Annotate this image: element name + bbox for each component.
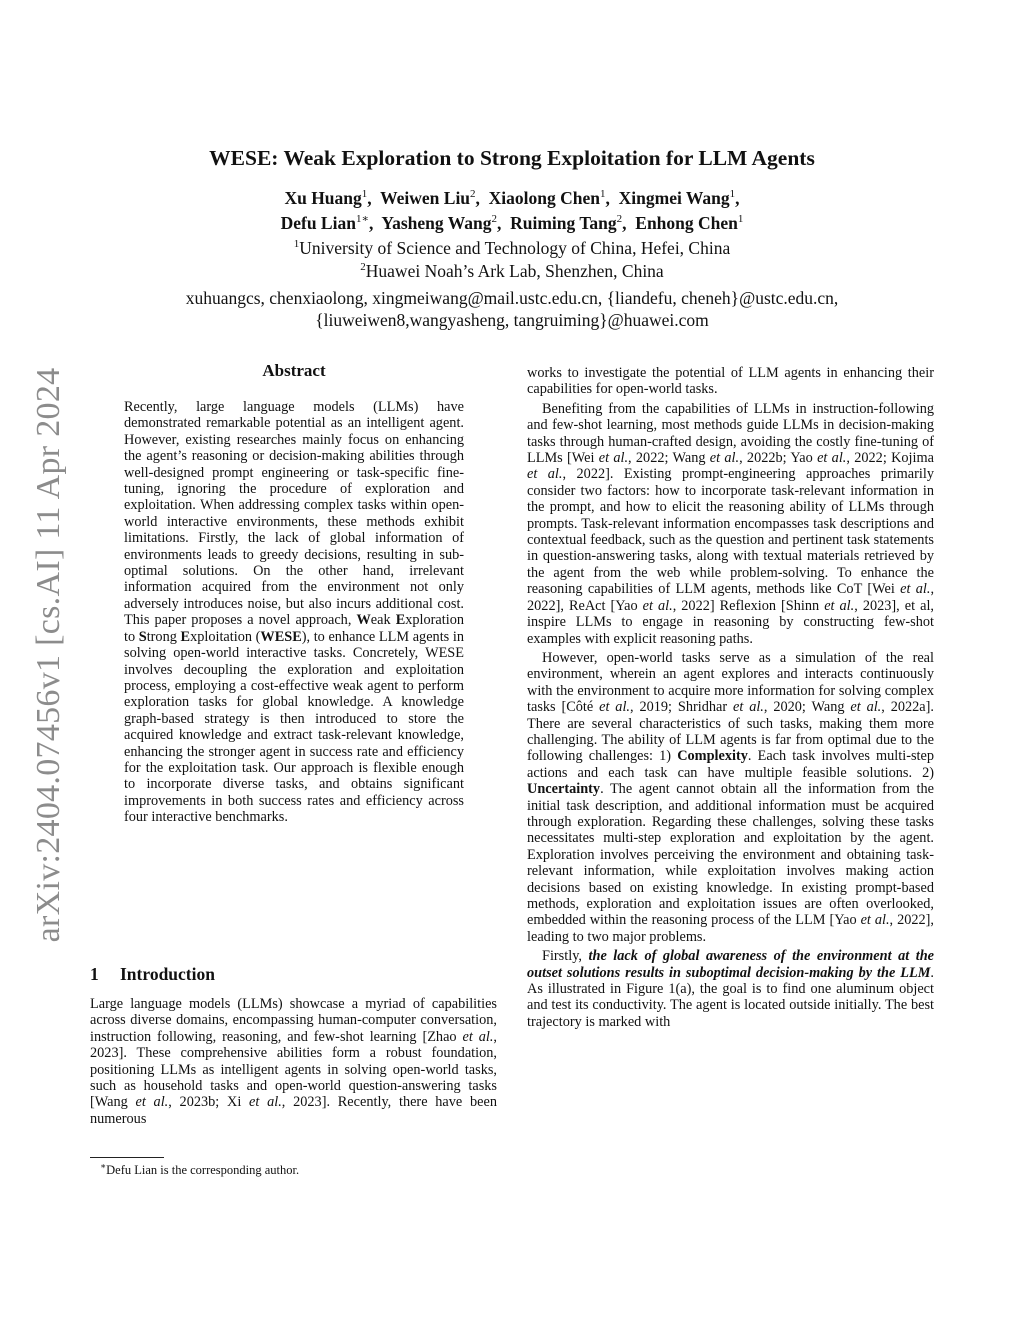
- paragraph: However, open-world tasks serve as a simulation of the real environment, wherein an agent explores and interacts continuously with the environment to acquire more information for solving complex tasks [Côté et al., 2019; Shridhar et al., 2020; Wang et al., 2022a]. There are several characteristics of such tasks, making them more challenging. The ability of LLM agents is far from optimal due to the following challenges: 1) Complexity. Each task involves multi-step actions and each task can have multiple feasible solutions. 2) Uncertainty. The agent cannot obtain all the information from the initial task description, and additional information must be acquired through exploration. Regarding these challenges, solving these tasks necessitates multi-step exploration and exploitation by the agent. Exploration involves perceiving the environment and obtaining task-relevant information, while exploitation involves making action decisions based on existing knowledge. In existing prompt-based methods, exploration and exploitation issues are often overlooked, embedded within the reasoning process of the LLM [Yao et al., 2022], leading to two major problems.: [527, 649, 935, 945]
- author-name: Xiaolong Chen: [488, 188, 601, 208]
- affiliation-1: $^1$University of Science and Technology of China, Hefei, China: [293, 238, 731, 258]
- author-line-2: Defu Lian$^{1∗}$, Yasheng Wang$^2$, Ruiming Tang$^2$, Enhong Chen$^1$: [280, 212, 744, 233]
- author-affil-mark: 2: [616, 213, 623, 225]
- author-affil-mark: 1: [737, 213, 744, 225]
- author-name: Ruiming Tang: [510, 212, 617, 233]
- arxiv-sidebar-stamp: [26, 363, 72, 948]
- author-name: Weiwen Liu: [380, 188, 471, 208]
- body-right-column: [527, 365, 934, 1030]
- abstract-heading: Abstract: [262, 361, 326, 380]
- author-affil-mark: 2: [491, 213, 497, 225]
- intro-paragraph: Large language models (LLMs) showcase a myriad of capabilities across diverse domains, encompassing human-computer conversation, instruction following, reasoning, and few-shot learning [Zhao et al., 2023]. These comprehensive abilities form a robust foundation, positioning LLMs as intelligent agents in solving open-world tasks, such as household tasks and open-world question-answering tasks [Wang et al., 2023b; Xi et al., 2023]. Recently, there have been numerous: [90, 996, 497, 1127]
- abstract-paragraph: Recently, large language models (LLMs) have demonstrated remarkable potential as an intelligent agent. However, existing researches mainly focus on enhancing the agent’s reasoning or decision-making abilities through well-designed prompt engineering or task-specific fine-tuning, ignoring the procedure of exploration and exploitation. When addressing complex tasks within open-world interactive environments, these methods exhibit limitations. Firstly, the lack of global information of environments leads to greedy decisions, resulting in sub-optimal solutions. On the other hand, irrelevant information acquired from the environment not only adversely introduces noise, but also incurs additional cost. This paper proposes a novel approach, Weak Exploration to Strong Exploitation (WESE), to enhance LLM agents in solving open-world interactive tasks. Concretely, WESE involves decoupling the exploration and exploitation process, employing a cost-effective weak agent to perform exploration tasks for global knowledge. A knowledge graph-based strategy is then introduced to store the acquired knowledge and extract task-relevant knowledge, enhancing the stronger agent in success rate and efficiency for the exploitation task. Our approach is flexible enough to incorporate diverse tasks, and obtains significant improvements in both success rates and efficiency across four interactive benchmarks.: [124, 399, 465, 826]
- author-name: Yasheng Wang: [381, 212, 492, 233]
- paragraph: Benefiting from the capabilities of LLMs in instruction-following and few-shot learning, most methods guide LLMs in decision-making tasks through human-crafted design, avoiding the costly fine-tuning of LLMs [Wei et al., 2022; Wang et al., 2022b; Yao et al., 2022; Kojima et al., 2022]. Existing prompt-engineering approaches primarily consider two factors: how to incorporate task-relevant information in the prompt, and how to elicit the reasoning ability of LLMs through prompts. Task-relevant information encompasses task descriptions and contextual feedback, such as the question and pertinent task statements in question-answering tasks, along with textual materials retrieved by the agent from the web while problem-solving. To enhance the reasoning capabilities of LLM agents, methods like CoT [Wei et al., 2022], ReAct [Yao et al., 2022] Reflexion [Shinn et al., 2023], et al, inspire LLMs to engage in reasoning by constructing few-shot examples with explicit reasoning paths.: [527, 400, 935, 647]
- paragraph: works to investigate the potential of LLM agents in enhancing their capabilities for open-world tasks.: [527, 365, 934, 398]
- author-name: Defu Lian: [280, 212, 356, 233]
- author-affil-mark: 2: [470, 188, 476, 201]
- section-number: 1: [90, 964, 99, 984]
- emails-line-1: xuhuangcs, chenxiaolong, xingmeiwang@mail.ustc.edu.cn, {liandefu, cheneh}@ustc.edu.cn,: [185, 288, 839, 308]
- arxiv-id: arXiv:2404.07456v1 [cs.AI] 11 Apr 2024: [30, 367, 67, 943]
- author-line-1: Xu Huang$^1$, Weiwen Liu$^2$, Xiaolong Chen$^1$, Xingmei Wang$^1$,: [284, 188, 740, 208]
- footnote-rule: [90, 1157, 164, 1158]
- author-name: Xu Huang: [284, 188, 362, 208]
- author-name: Xingmei Wang: [618, 188, 730, 208]
- author-affil-mark: 1: [600, 188, 606, 201]
- author-affil-mark: 1∗: [355, 213, 369, 225]
- abstract-body: [124, 399, 464, 826]
- section-heading-introduction: [90, 964, 215, 985]
- paper-title: WESE: Weak Exploration to Strong Exploitation for LLM Agents: [209, 146, 815, 170]
- footnote: ∗Defu Lian is the corresponding author.: [100, 1161, 300, 1178]
- section-title: Introduction: [120, 964, 215, 984]
- author-affil-mark: 1: [729, 188, 736, 201]
- affiliation-2: $^2$Huawei Noah’s Ark Lab, Shenzhen, China: [360, 261, 664, 281]
- paragraph: Firstly, the lack of global awareness of the environment at the outset solutions results in suboptimal decision-making by the LLM. As illustrated in Figure 1(a), the goal is to find one aluminum object and test its conductivity. The agent is located outside initially. The best trajectory is marked with: [527, 948, 934, 1030]
- author-name: Enhong Chen: [635, 212, 738, 233]
- intro-body-left: [90, 996, 497, 1127]
- emails-line-2: {liuweiwen8,wangyasheng, tangruiming}@huawei.com: [315, 310, 709, 330]
- author-affil-mark: 1: [361, 188, 368, 201]
